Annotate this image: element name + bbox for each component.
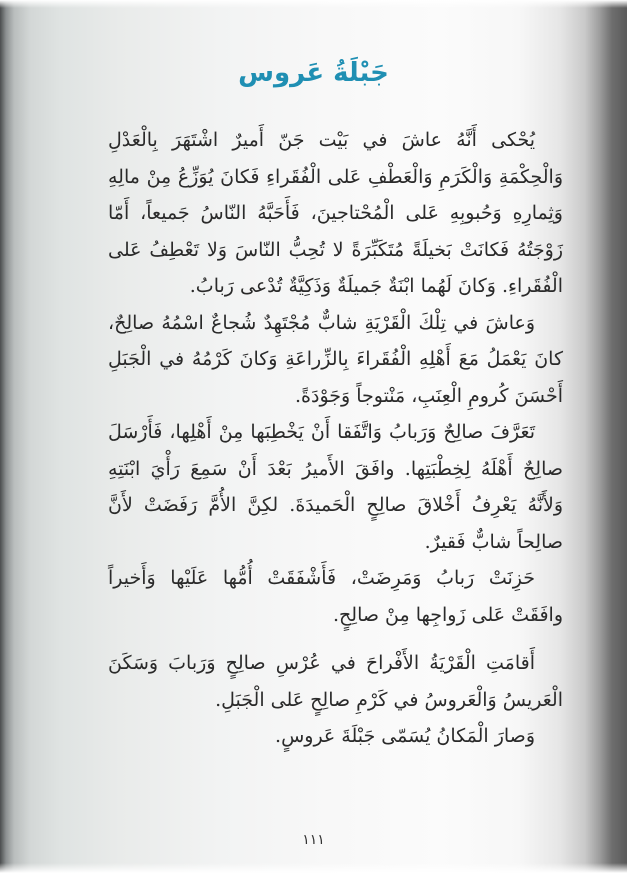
story-body bbox=[108, 122, 563, 755]
paragraph-wedding: أَقامَتِ الْقَرْيَةُ الأَفْراحَ في عُرْسِ صالِحٍ وَرَبابَ وَسَكَنَ الْعَريسُ وَالْعَروسُ في كَرْمِ صالِحٍ عَلى الْجَبَلِ. bbox=[108, 652, 563, 711]
page-number: ١١١ bbox=[302, 832, 325, 848]
paragraph-engagement: تَعَرَّفَ صالِحٌ وَرَبابُ وَاتَّفَقا أَنْ يَخْطِبَها مِنْ أَهْلِها، فَأَرْسَلَ صالِحٌ أَهْلَهُ لِخِطْبَتِها. وافَقَ الأَميرُ بَعْدَ أَنْ سَمِعَ رَأْيَ ابْنَتِهِ وَلأَنَّهُ يَعْرِفُ أَخْلاقَ صالِحٍ الْحَميدَةَ. لكِنَّ الأُمَّ رَفَضَتْ لأَنَّ صالِحاً شابٌّ فَقيرٌ. bbox=[108, 421, 563, 553]
paragraph-ending: وَصارَ الْمَكانُ يُسَمّى جَبْلَةَ عَروسٍ. bbox=[275, 725, 535, 747]
paragraph-intro: يُحْكى أَنَّهُ عاشَ في بَيْت جَنّ أَميرٌ اشْتَهَرَ بِالْعَدْلِ وَالْحِكْمَةِ وَالْكَرَمِ وَالْعَطْفِ عَلى الْفُقَراءِ فَكانَ يُوَزِّعُ مِنْ مالِهِ وَثِمارِهِ وَحُبوبِهِ عَلى الْمُحْتاجينَ، فَأَحَبَّهُ النّاسُ جَميعاً، أَمّا زَوْجَتُهُ فَكانَتْ بَخيلَةً مُتَكَبِّرَةً لا تُحِبُّ النّاسَ وَلا تَعْطِفُ عَلى الْفُقَراءِ. وَكانَ لَهُما ابْنَةٌ جَميلَةٌ وَذَكِيَّةٌ تُدْعى رَبابُ. bbox=[108, 129, 563, 297]
paragraph-rabab-sad: حَزِنَتْ رَبابُ وَمَرِضَتْ، فَأَشْفَقَتْ أُمُّها عَلَيْها وَأَخيراً وافَقَتْ عَلى زَواجِها مِنْ صالِحٍ. bbox=[108, 567, 563, 626]
story-title: جَبْلَةُ عَروس bbox=[238, 58, 389, 88]
paragraph-saleh: وَعاشَ في تِلْكَ الْقَرْيَةِ شابٌّ مُجْتَهِدٌ شُجاعٌ اسْمُهُ صالِحٌ، كانَ يَعْمَلُ مَعَ أَهْلِهِ الْفُقَراءَ بِالزِّراعَةِ وَكانَ كَرْمُهُ في الْجَبَلِ أَحْسَنَ كُرومِ الْعِنَبِ، مَنْتوجاً وَجَوْدَةً. bbox=[108, 311, 563, 407]
